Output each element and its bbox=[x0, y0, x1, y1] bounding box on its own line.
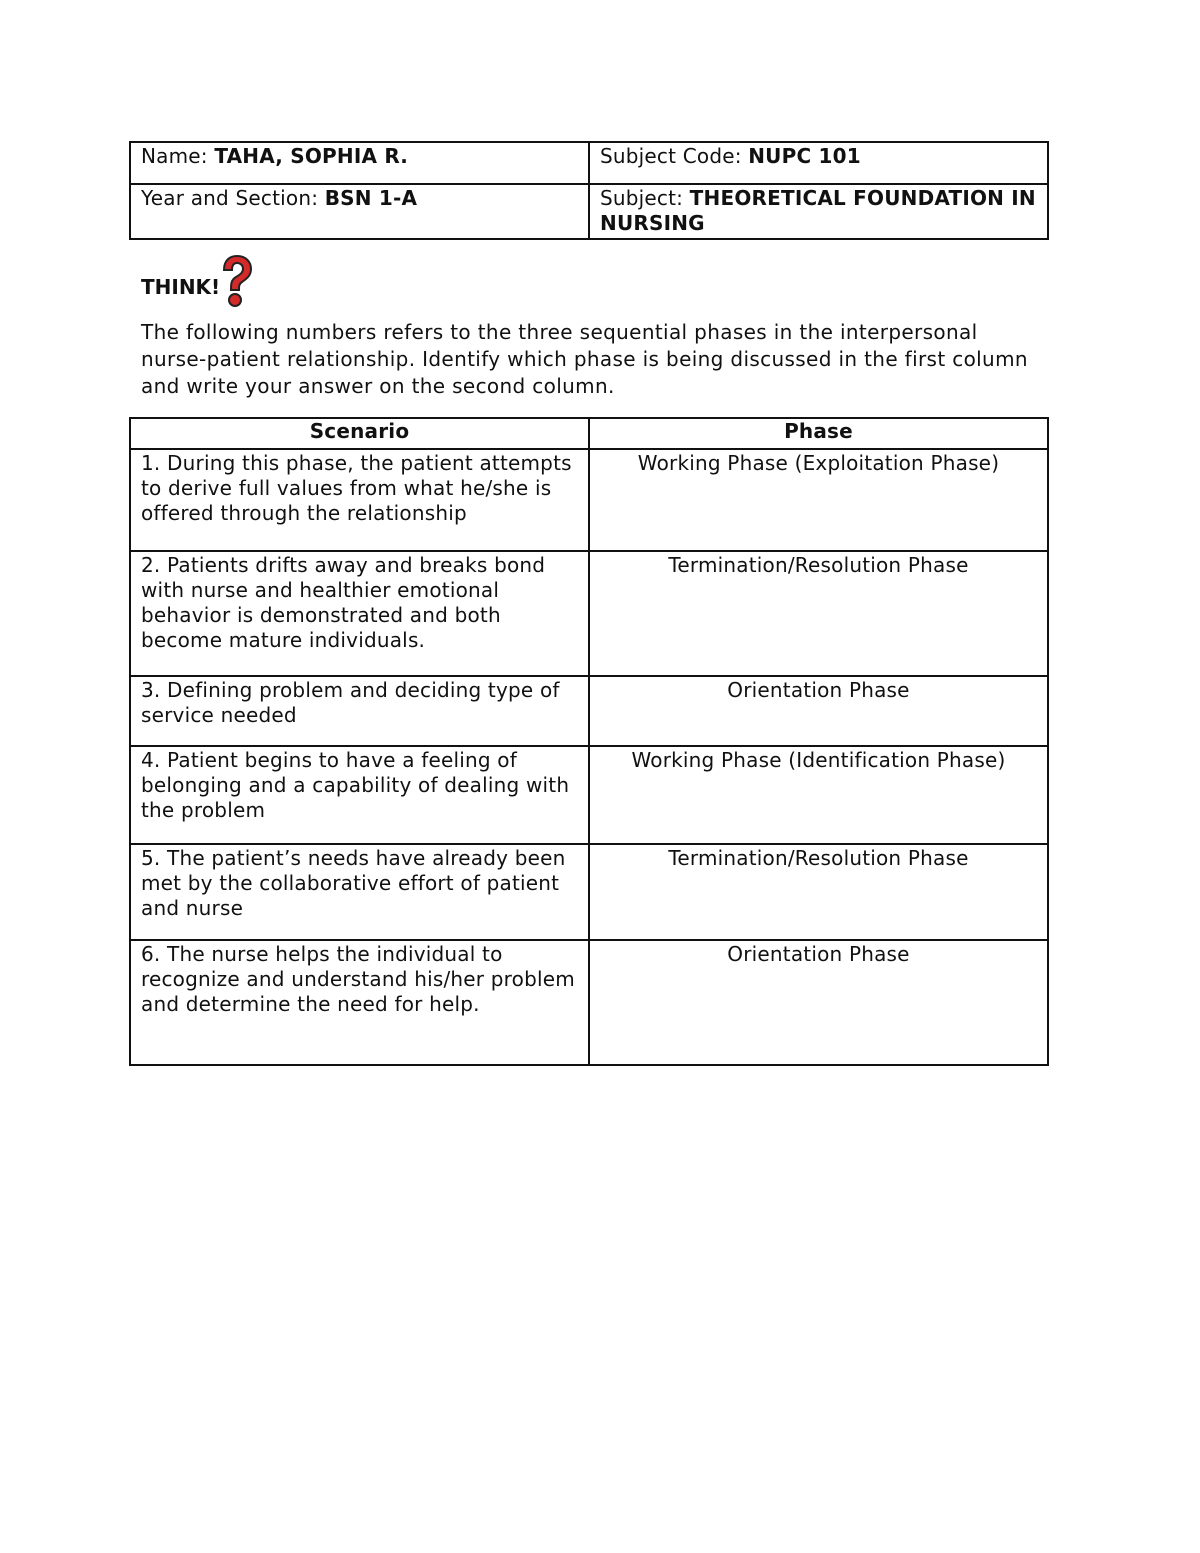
subject-code-value: NUPC 101 bbox=[748, 144, 861, 168]
scenario-cell: 1. During this phase, the patient attempts to derive full values from what he/she is offered through the relationship bbox=[130, 449, 589, 551]
phase-cell: Orientation Phase bbox=[589, 676, 1048, 746]
info-row bbox=[130, 142, 1048, 184]
phase-cell: Orientation Phase bbox=[589, 940, 1048, 1065]
table-row bbox=[130, 746, 1048, 844]
year-section-cell bbox=[130, 184, 589, 239]
subject-value: THEORETICAL FOUNDATION IN NURSING bbox=[600, 186, 1036, 235]
scenario-cell: 2. Patients drifts away and breaks bond with nurse and healthier emotional behavior is demonstrated and both become mature individuals. bbox=[130, 551, 589, 676]
name-cell bbox=[130, 142, 589, 184]
think-label: THINK! bbox=[141, 275, 221, 299]
subject-cell bbox=[589, 184, 1048, 239]
table-row bbox=[130, 551, 1048, 676]
name-label: Name: bbox=[141, 144, 215, 168]
think-heading bbox=[141, 254, 256, 310]
info-row bbox=[130, 184, 1048, 239]
subject-label: Subject: bbox=[600, 186, 690, 210]
student-info-table bbox=[129, 141, 1049, 240]
phase-cell: Termination/Resolution Phase bbox=[589, 551, 1048, 676]
scenario-cell: 4. Patient begins to have a feeling of belonging and a capability of dealing with the problem bbox=[130, 746, 589, 844]
scenario-header: Scenario bbox=[130, 418, 589, 449]
name-value: TAHA, SOPHIA R. bbox=[214, 144, 409, 168]
table-header-row bbox=[130, 418, 1048, 449]
scenario-cell: 3. Defining problem and deciding type of service needed bbox=[130, 676, 589, 746]
subject-code-label: Subject Code: bbox=[600, 144, 749, 168]
table-row bbox=[130, 676, 1048, 746]
red-question-mark-icon bbox=[216, 254, 256, 310]
phase-table bbox=[129, 417, 1049, 1066]
scenario-cell: 5. The patient’s needs have already been met by the collaborative effort of patient and nurse bbox=[130, 844, 589, 940]
phase-cell: Termination/Resolution Phase bbox=[589, 844, 1048, 940]
year-section-label: Year and Section: bbox=[141, 186, 325, 210]
subject-code-cell bbox=[589, 142, 1048, 184]
year-section-value: BSN 1-A bbox=[324, 186, 418, 210]
phase-header: Phase bbox=[589, 418, 1048, 449]
instructions-paragraph: The following numbers refers to the three sequential phases in the interpersonal nurse-patient relationship. Identify which phase is being discussed in the first column and write your answer on the second column. bbox=[141, 320, 1028, 398]
scenario-cell: 6. The nurse helps the individual to recognize and understand his/her problem and determine the need for help. bbox=[130, 940, 589, 1065]
table-row bbox=[130, 449, 1048, 551]
phase-cell: Working Phase (Identification Phase) bbox=[589, 746, 1048, 844]
table-row bbox=[130, 940, 1048, 1065]
phase-cell: Working Phase (Exploitation Phase) bbox=[589, 449, 1048, 551]
table-row bbox=[130, 844, 1048, 940]
